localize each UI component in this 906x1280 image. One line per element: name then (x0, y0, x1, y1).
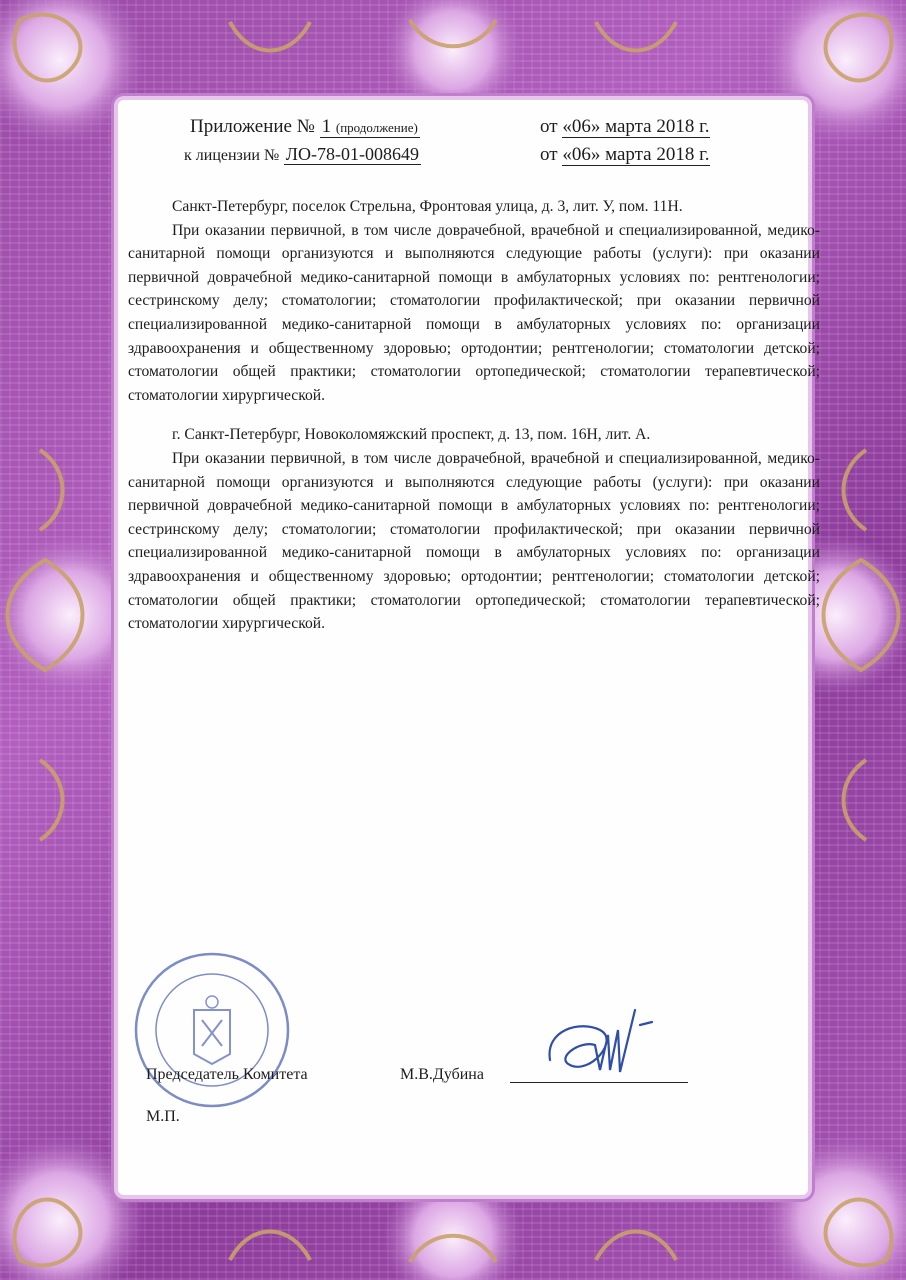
appendix-number: 1 (продолжение) (321, 116, 418, 137)
appendix-label: Приложение № (190, 116, 315, 137)
services-2: При оказании первичной, в том числе доврачебной, врачебной и специализированной, медико-санитарной помощи организуются и выполняются следующие работы (услуги): при оказании первичной доврачебной медико-санитарной помощи в амбулаторных условиях по: рентгенологии; сестринскому делу; стоматологии; стоматологии профилактической; при оказании первичной специализированной медико-санитарной помощи в амбулаторных условиях по: организации здравоохранения и общественному здоровью; ортодонтии; рентгенологии; стоматологии детской; стоматологии общей практики; стоматологии ортопедической; стоматологии терапевтической; стоматологии хирургической. (128, 449, 820, 633)
stamp-place-label: М.П. (146, 1108, 180, 1125)
address-1: Санкт-Петербург, поселок Стрельна, Фронтовая улица, д. 3, лит. У, пом. 11Н. (172, 198, 683, 215)
address-2: г. Санкт-Петербург, Новоколомяжский проспект, д. 13, пом. 16Н, лит. А. (172, 426, 651, 444)
license-number: ЛО-78-01-008649 (285, 144, 419, 164)
appendix-title (190, 116, 420, 138)
license-label: к лицензии № (184, 147, 280, 164)
handwritten-signature (540, 990, 670, 1090)
official-seal (132, 950, 292, 1110)
appendix-date (540, 116, 710, 138)
from-label: от (540, 144, 558, 165)
services-1: При оказании первичной, в том числе доврачебной, врачебной и специализированной, медико-санитарной помощи организуются и выполняются следующие работы (услуги): при оказании первичной доврачебной медико-санитарной помощи в амбулаторных условиях по: рентгенологии; сестринскому делу; стоматологии; стоматологии профилактической; при оказании первичной специализированной медико-санитарной помощи в амбулаторных условиях по: организации здравоохранения и общественному здоровью; ортодонтии; рентгенологии; стоматологии детской; стоматологии общей практики; стоматологии ортопедической; стоматологии терапевтической; стоматологии хирургической. (128, 221, 820, 404)
license-body (128, 195, 820, 636)
license-date (540, 144, 710, 166)
signatory-position: Председатель Комитета (146, 1066, 308, 1083)
appendix-date-value: «06» марта 2018 г. (562, 116, 710, 137)
license-date-value: «06» марта 2018 г. (562, 144, 710, 165)
signatory-name: М.В.Дубина (400, 1066, 484, 1083)
license-reference (184, 144, 421, 165)
from-label: от (540, 116, 558, 137)
